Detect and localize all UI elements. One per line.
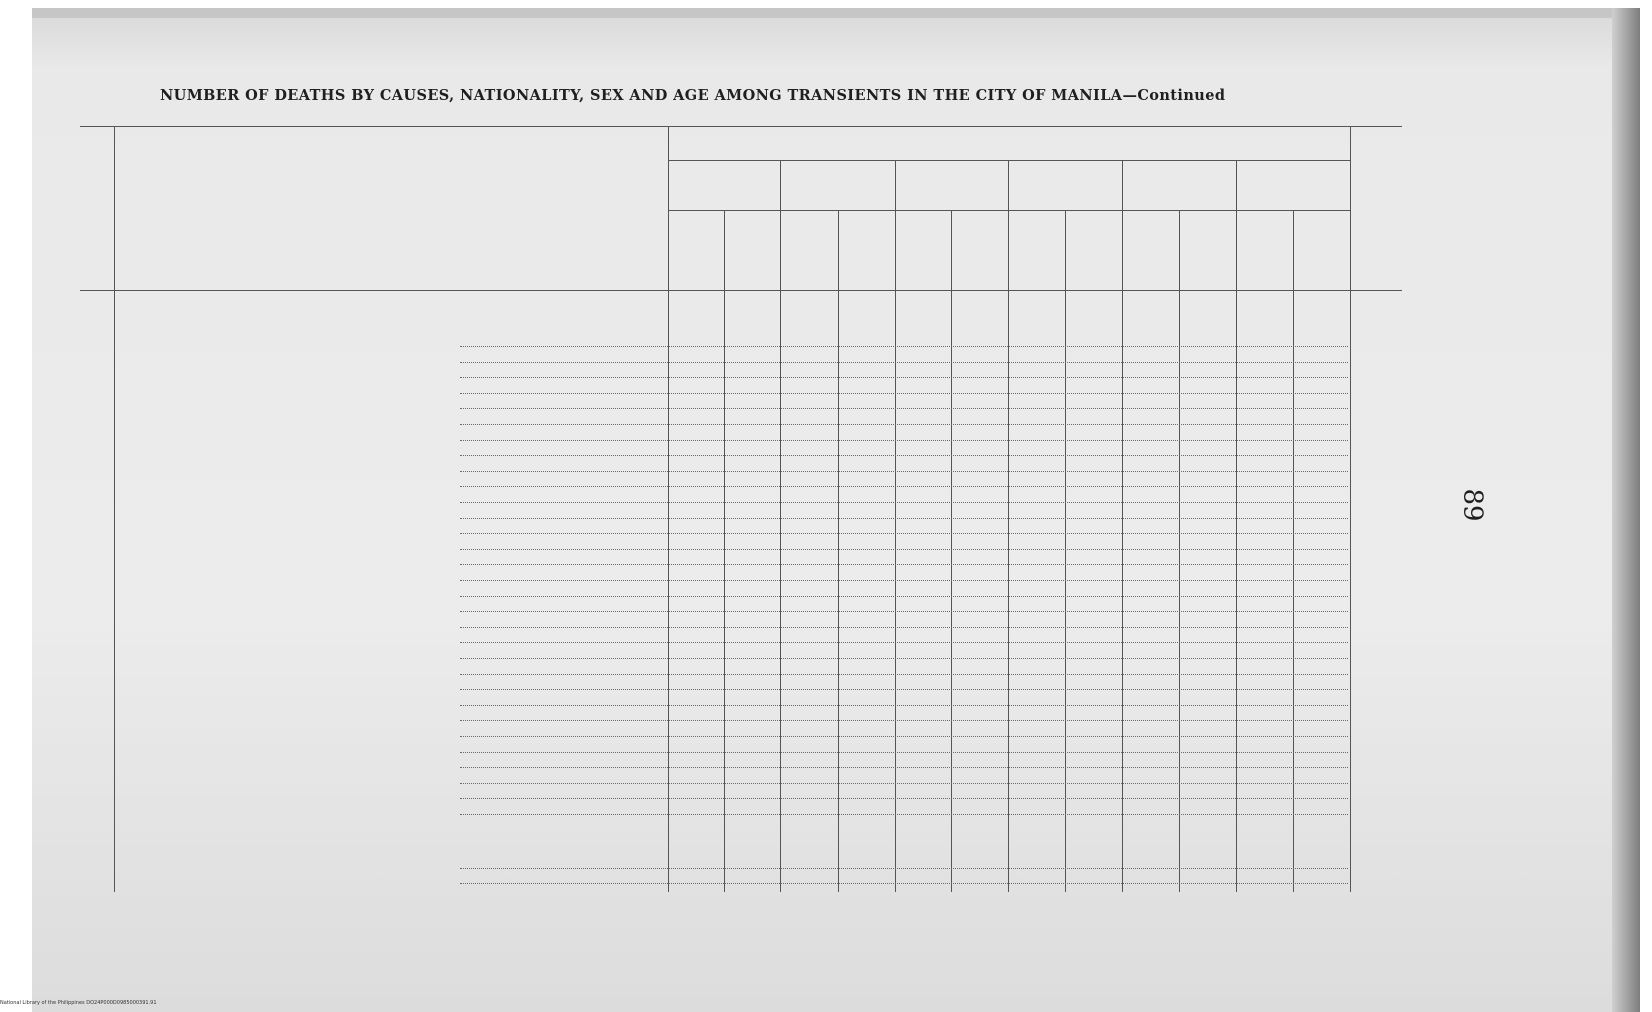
leader-dots — [460, 471, 1348, 472]
leader-dots — [460, 720, 1348, 721]
leader-dots — [460, 533, 1348, 534]
leader-dots — [460, 564, 1348, 565]
leader-dots — [460, 549, 1348, 550]
leader-dots — [460, 658, 1348, 659]
leader-dots — [460, 424, 1348, 425]
leader-dots — [460, 502, 1348, 503]
leader-dots — [460, 705, 1348, 706]
column-rule — [1350, 126, 1351, 892]
leader-dots — [460, 868, 1348, 869]
leader-dots — [460, 689, 1348, 690]
leader-dots — [460, 814, 1348, 815]
leader-dots — [460, 518, 1348, 519]
leader-dots — [460, 455, 1348, 456]
leader-dots — [460, 642, 1348, 643]
table-title: NUMBER OF DEATHS BY CAUSES, NATIONALITY, SEX AND AGE AMONG TRANSIENTS IN THE CITY OF MANILA—Continued — [160, 87, 1226, 104]
column-rule — [951, 210, 952, 892]
leader-dots — [460, 362, 1348, 363]
page-number: 89 — [1457, 488, 1488, 522]
column-rule — [724, 210, 725, 892]
leader-dots — [460, 883, 1348, 884]
leader-dots — [460, 798, 1348, 799]
leader-dots — [460, 346, 1348, 347]
leader-dots — [460, 752, 1348, 753]
rule-groups — [668, 210, 1350, 211]
scan-footer: National Library of the Philippines DO24P000D0985000391.91 — [0, 1000, 157, 1006]
leader-dots — [460, 486, 1348, 487]
leader-dots — [460, 627, 1348, 628]
leader-dots — [460, 767, 1348, 768]
leader-dots — [460, 377, 1348, 378]
leader-dots — [460, 783, 1348, 784]
leader-dots — [460, 596, 1348, 597]
rule-head-bottom — [80, 290, 1402, 291]
scanned-page — [32, 8, 1640, 1012]
rule-totals — [668, 160, 1350, 161]
rule-left-col — [114, 126, 115, 892]
column-rule — [668, 126, 669, 892]
column-rule — [838, 210, 839, 892]
rule-top — [80, 126, 1402, 127]
column-rule — [1179, 210, 1180, 892]
leader-dots — [460, 408, 1348, 409]
leader-dots — [460, 736, 1348, 737]
page-right-shadow — [1612, 8, 1640, 1012]
leader-dots — [460, 611, 1348, 612]
leader-dots — [460, 440, 1348, 441]
leader-dots — [460, 674, 1348, 675]
leader-dots — [460, 580, 1348, 581]
column-rule — [1065, 210, 1066, 892]
page-top-shadow — [32, 8, 1640, 18]
leader-dots — [460, 393, 1348, 394]
column-rule — [1293, 210, 1294, 892]
